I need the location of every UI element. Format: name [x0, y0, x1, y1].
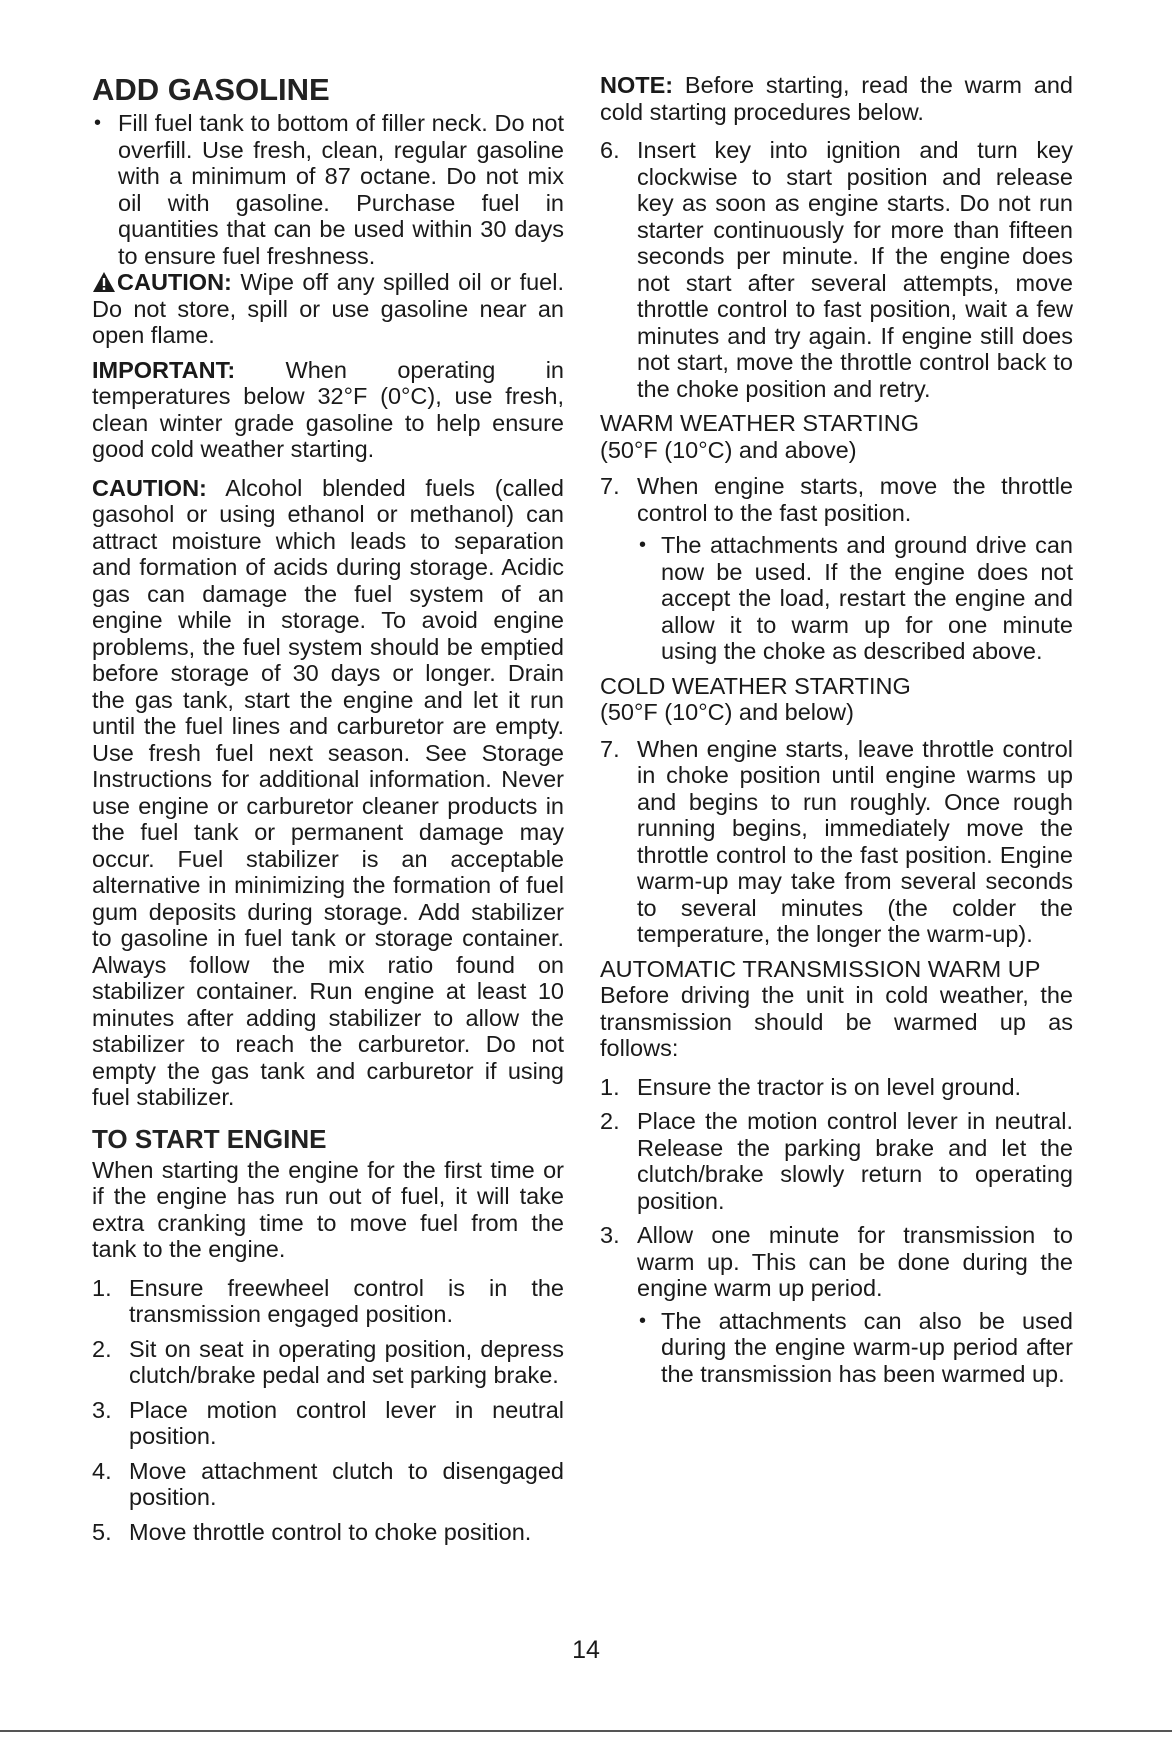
- step-number: 3.: [92, 1396, 112, 1423]
- step-number: 7.: [600, 473, 620, 499]
- step-text: Move attachment clutch to disengaged position.: [129, 1457, 564, 1510]
- auto-transmission-steps: [600, 1074, 1073, 1388]
- cold-weather-title: COLD WEATHER STARTING: [600, 672, 911, 699]
- note-label: NOTE:: [600, 72, 674, 98]
- gas-bullet-text: Fill fuel tank to bottom of filler neck. Do not overfill. Use fresh, clean, regular gasoline with a minimum of 87 octane. Do not mix oil with gasoline. Purchase fuel in quantities that can be used within 30 days to ensure fuel freshness.: [118, 110, 564, 269]
- warm-weather-title: WARM WEATHER STARTING: [600, 410, 919, 436]
- step-text: Place motion control lever in neutral position.: [129, 1396, 564, 1449]
- caution-alcohol-label: CAUTION:: [92, 474, 207, 501]
- list-item: [92, 110, 564, 349]
- step-text: When engine starts, move the throttle control to the fast position.: [637, 473, 1073, 526]
- step-number: 7.: [600, 735, 620, 762]
- left-column: [92, 72, 564, 1553]
- list-item: [600, 137, 1073, 402]
- important-text: When operating in temperatures below 32°F (0°C), use fresh, clean winter grade gasoline to help ensure good cold weather starting.: [92, 356, 564, 462]
- bottom-divider: [0, 1730, 1172, 1732]
- step-number: 3.: [600, 1222, 620, 1248]
- step-number: 5.: [92, 1518, 112, 1545]
- step-text: Place the motion control lever in neutral. Release the parking brake and let the clutch/brake slowly return to operating position.: [637, 1108, 1073, 1214]
- list-item: [92, 1336, 564, 1389]
- warm-weather-bullets: [637, 532, 1073, 665]
- caution-spill-text: Wipe off any spilled oil or fuel. Do not store, spill or use gasoline near an open flame.: [92, 269, 564, 348]
- warm-weather-range: (50°F (10°C) and above): [600, 436, 857, 463]
- step-text: Sit on seat in operating position, depress clutch/brake pedal and set parking brake.: [129, 1335, 564, 1388]
- note-text: Before starting, read the warm and cold starting procedures below.: [600, 72, 1073, 125]
- step-six-list: [600, 137, 1073, 402]
- auto-transmission-title: AUTOMATIC TRANSMISSION WARM UP: [600, 955, 1041, 982]
- list-item: [600, 473, 1073, 665]
- list-item: [92, 1519, 564, 1546]
- list-item: [92, 1275, 564, 1328]
- step-number: 2.: [92, 1335, 112, 1362]
- list-item: • The attachments and ground drive can now be used. If the engine does not accept the load, restart the engine and allow it to warm up for one minute using the choke as described above.: [637, 532, 1073, 665]
- start-steps: [92, 1275, 564, 1546]
- step-number: 1.: [92, 1274, 112, 1301]
- step-number: 2.: [600, 1108, 620, 1134]
- warning-triangle-icon: [92, 271, 116, 293]
- note-paragraph: [600, 72, 1073, 125]
- important-paragraph: [92, 357, 564, 463]
- list-item: [92, 1458, 564, 1511]
- warm-weather-steps: [600, 473, 1073, 665]
- important-label: IMPORTANT:: [92, 356, 236, 383]
- step-number: 1.: [600, 1073, 620, 1100]
- step-text: Ensure freewheel control is in the transmission engaged position.: [129, 1274, 564, 1327]
- list-item: [92, 1397, 564, 1450]
- step-text: Insert key into ignition and turn key clockwise to start position and release key as soon as engine starts. Do not run starter continuously for more than fifteen seconds per minute. If the engine does not start after several attempts, move throttle control to fast position, wait a few minutes and try again. If engine still does not start, move the throttle control back to the choke position and retry.: [637, 137, 1073, 402]
- caution-alcohol-paragraph: [92, 475, 564, 1111]
- auto-transmission-intro: Before driving the unit in cold weather, the transmission should be warmed up as follows:: [600, 982, 1073, 1061]
- gasoline-bullets: [92, 110, 564, 349]
- to-start-engine-heading: TO START ENGINE: [92, 1123, 327, 1154]
- caution-alcohol-text: Alcohol blended fuels (called gasohol or using ethanol or methanol) can attract moisture which leads to separation and formation of acids during storage. Acidic gas can damage the fuel system of an engine while in storage. To avoid engine problems, the fuel system should be emptied before storage of 30 days or longer. Drain the gas tank, start the engine and let it run until the fuel lines and carburetor are empty. Use fresh fuel next season. See Storage Instructions for additional information. Never use engine or carburetor cleaner products in the fuel tank or permanent damage may occur. Fuel stabilizer is an acceptable alternative in minimizing the formation of fuel gum deposits during storage. Add stabilizer to gasoline in fuel tank or storage container. Always follow the mix ratio found on stabilizer container. Run engine at least 10 minutes after adding stabilizer to allow the stabilizer to reach the carburetor. Do not empty the gas tank and carburetor if using fuel stabilizer.: [92, 474, 564, 1110]
- caution-spill-label: CAUTION:: [117, 269, 232, 295]
- add-gasoline-heading: ADD GASOLINE: [92, 72, 330, 107]
- cold-weather-range: (50°F (10°C) and below): [600, 699, 854, 725]
- step-number: 4.: [92, 1457, 112, 1484]
- list-item: [600, 1074, 1073, 1101]
- step-text: Move throttle control to choke position.: [129, 1518, 532, 1545]
- list-item: • The attachments can also be used during the engine warm-up period after the transmission has been warmed up.: [637, 1308, 1073, 1388]
- step-text: Allow one minute for transmission to warm up. This can be done during the engine warm up period.: [637, 1222, 1073, 1301]
- page-number: 14: [572, 1636, 600, 1664]
- list-item: [600, 736, 1073, 948]
- step-text: Ensure the tractor is on level ground.: [637, 1073, 1022, 1100]
- step-text: When engine starts, leave throttle control in choke position until engine warms up and begins to run roughly. Once rough running begins, immediately move the throttle control to the fast position. Engine warm-up may take from several seconds to several minutes (the colder the temperature, the longer the warm-up).: [637, 735, 1073, 947]
- list-item: [600, 1222, 1073, 1387]
- start-intro: When starting the engine for the first time or if the engine has run out of fuel, it will take extra cranking time to move fuel from the tank to the engine.: [92, 1156, 564, 1262]
- cold-weather-steps: [600, 736, 1073, 948]
- step-number: 6.: [600, 137, 620, 163]
- right-column: [600, 72, 1073, 1395]
- auto-transmission-bullets: [637, 1308, 1073, 1388]
- caution-spill-line: [92, 269, 564, 349]
- list-item: [600, 1108, 1073, 1214]
